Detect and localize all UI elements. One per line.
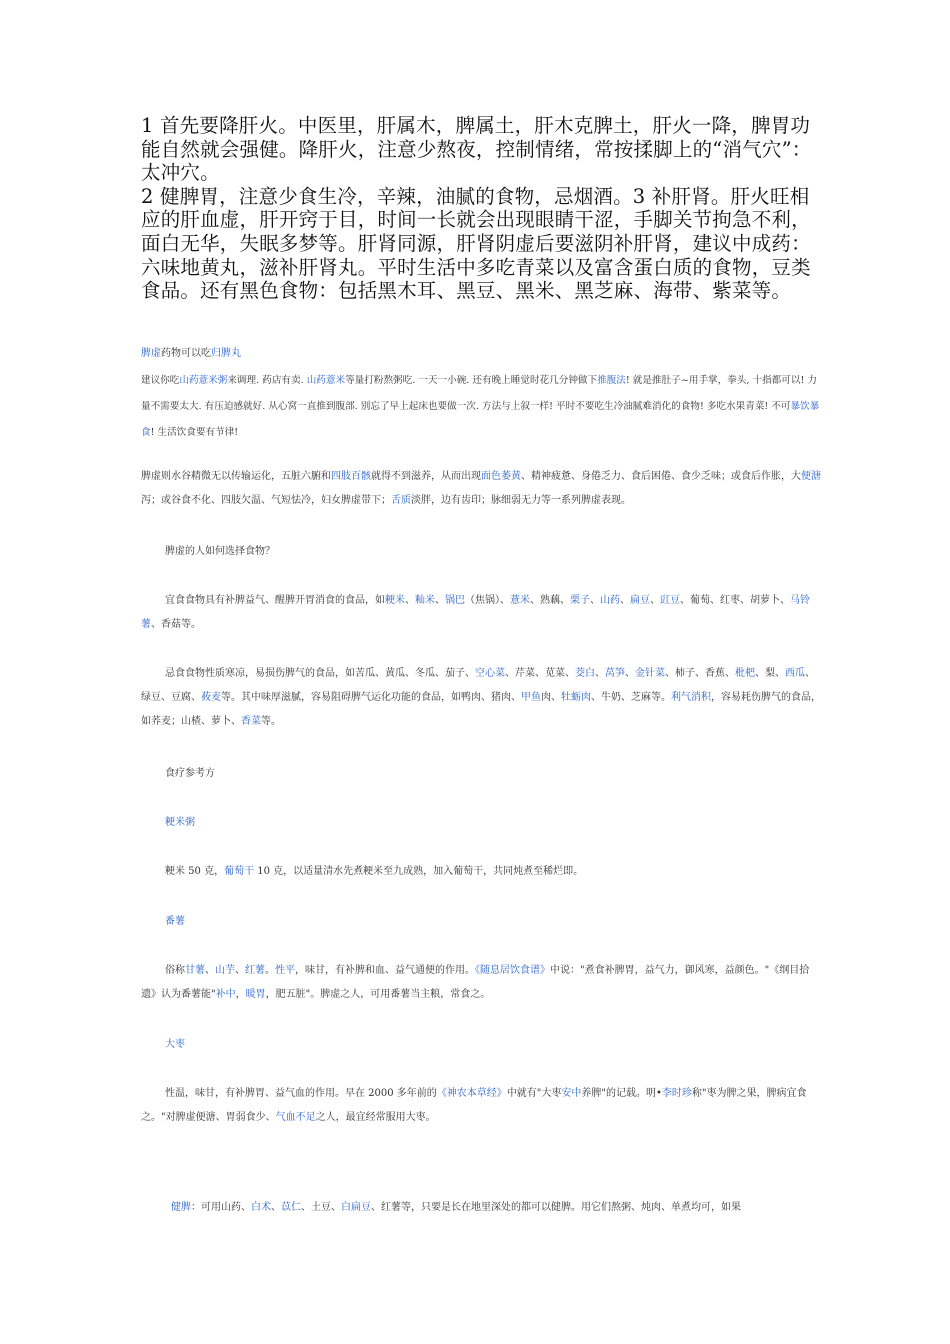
body-text: 性温，味甘，有补脾胃、益气血的作用。早在 2000 多年前的 <box>165 1088 437 1099</box>
body-text: 、 <box>595 668 605 679</box>
link-food[interactable]: 利气消积 <box>671 692 711 703</box>
body-text: ，味甘，有补脾和血、益气通便的作用。 <box>295 965 475 976</box>
link-food[interactable]: 锅巴 <box>445 595 465 606</box>
body-text: 。 <box>265 965 275 976</box>
body-text: 、绿豆、豆腐、 <box>141 668 815 703</box>
body-text: 中就有"大枣 <box>506 1088 562 1099</box>
body-text: 脾虚则水谷精微无以传输运化，五脏六腑和 <box>141 471 331 482</box>
body-text: 忌食食物性质寒凉，易损伤脾气的食品，如苦瓜、黄瓜、冬瓜、茄子、 <box>165 668 475 679</box>
body-text: 、红薯等，只要是长在地里深处的都可以健脾。用它们熬粥、炖肉、单煮均可，如果 <box>371 1202 741 1213</box>
link-tongue[interactable]: 舌质 <box>391 495 411 506</box>
link-food[interactable]: 茭白 <box>575 668 595 679</box>
body-text: 、 <box>650 595 660 606</box>
body-text: （焦锅）、 <box>465 595 510 606</box>
body-text: 养脾"的记载。明• <box>581 1088 662 1099</box>
qa-answer-text: ! 生活饮食要有节律! <box>150 427 239 438</box>
body-text: 、柿子、香蕉、 <box>665 668 735 679</box>
link-term[interactable]: 气血不足 <box>275 1112 316 1123</box>
recipe-sweet-potato-text <box>141 959 821 1007</box>
link-food[interactable]: 红薯 <box>245 965 265 976</box>
body-text: ， <box>235 989 246 1000</box>
body-text: 宜食食物具有补脾益气、醒脾开胃消食的食品，如 <box>165 595 385 606</box>
qa-question <box>141 342 821 366</box>
body-text: 肉、 <box>541 692 561 703</box>
intro-section <box>141 114 821 303</box>
body-text: 之人，最宜经常服用大枣。 <box>315 1112 436 1123</box>
link-loose-stool[interactable]: 便溏 <box>801 471 821 482</box>
body-text: 中说："煮食补脾胃，益气力，御风寒，益颜色。"《纲目拾遗》认为番薯能" <box>141 965 810 1000</box>
link-guipi-pill[interactable]: 归脾丸 <box>211 348 241 359</box>
link-food[interactable]: 莴笋 <box>605 668 625 679</box>
link-limbs[interactable]: 四肢百骸 <box>331 471 371 482</box>
body-text: 、 <box>271 1202 281 1213</box>
body-text: 、 <box>590 595 600 606</box>
body-text: 、牛奶、芝麻等。 <box>591 692 671 703</box>
recipes-title: 食疗参考方 <box>165 768 215 779</box>
link-term[interactable]: 暖胃 <box>245 989 266 1000</box>
link-food[interactable]: 莜麦 <box>201 692 221 703</box>
body-text: 淡胖，边有齿印；脉细弱无力等一系列脾虚表现。 <box>411 495 631 506</box>
qa-answer-text: 建议你吃 <box>141 375 180 386</box>
link-food[interactable]: 金针菜 <box>635 668 665 679</box>
link-food[interactable]: 空心菜 <box>475 668 505 679</box>
link-food[interactable]: 甲鱼 <box>521 692 541 703</box>
link-food[interactable]: 苡仁 <box>281 1202 301 1213</box>
link-food[interactable]: 牡蛎肉 <box>561 692 591 703</box>
body-text: 称"枣为脾之果，脾病宜食之。"对脾虚便溏、胃弱食少、 <box>141 1088 807 1123</box>
suitable-foods-paragraph <box>141 589 821 637</box>
recipe-jujube-text <box>141 1082 821 1130</box>
body-text: 、熟藕、 <box>530 595 570 606</box>
link-abdomen-push[interactable]: 推腹法 <box>597 375 626 386</box>
intro-paragraph-1: 1 首先要降肝火。中医里，肝属木，脾属土，肝木克脾土，肝火一降，脾胃功能自然就会强健。降肝火，注意少熬夜，控制情绪，常按揉脚上的“消气穴”：太冲穴。 <box>141 114 812 185</box>
link-food[interactable]: 粳米 <box>385 595 405 606</box>
link-spleen-deficiency[interactable]: 脾虚 <box>141 348 161 359</box>
link-food[interactable]: 山药 <box>600 595 620 606</box>
intro-paragraph-2: 2 健脾胃，注意少食生冷，辛辣，油腻的食物，忌烟酒。3 补肝肾。肝火旺相应的肝血虚，肝开窍于目，时间一长就会出现眼睛干涩，手脚关节拘急不利，面白无华，失眠多梦等。肝肾同源，肝肾阴虚后要滋阴补肝肾，建议中成药：六味地黄丸，滋补肝肾丸。平时生活中多吃青菜以及富含蛋白质的食物，豆类食品。还有黑色食物：包括黑木耳、黑豆、黑米、黑芝麻、海带、紫菜等。 <box>141 184 811 303</box>
link-term[interactable]: 安中 <box>561 1088 582 1099</box>
body-text: 就得不到滋养，从而出现 <box>371 471 481 482</box>
avoid-foods-paragraph <box>141 662 821 734</box>
link-person[interactable]: 李时珍 <box>661 1088 692 1099</box>
qa-question-text: 药物可以吃 <box>161 348 211 359</box>
link-food[interactable]: 栗子 <box>570 595 590 606</box>
body-text: 、 <box>625 668 635 679</box>
recipe-rice-porridge-text <box>141 860 821 884</box>
link-sallow-face[interactable]: 面色萎黄 <box>481 471 521 482</box>
link-food[interactable]: 香菜 <box>241 716 261 727</box>
food-question: 脾虚的人如何选择食物？ <box>165 546 275 557</box>
link-property[interactable]: 性平 <box>275 965 295 976</box>
link-food[interactable]: 白扁豆 <box>341 1202 371 1213</box>
link-yam-porridge[interactable]: 山药薏米粥 <box>179 375 228 386</box>
link-book[interactable]: 《神农本草经》 <box>436 1088 507 1099</box>
qa-answer-text: ! 就是推肚子~用手掌，拳头, 十指都可以! 力量不需要太大. 有压迫感就好. 从心窝一直推到腹部. 别忘了早上起床也要做一次. 方法与上叙一样! 平时不要吃生冷油腻难消化的食物! 多吃水果青菜! 不可 <box>141 375 817 412</box>
body-text: 等。其中味厚滋腻，容易阻碍脾气运化功能的食品，如鸭肉、猪肉、 <box>221 692 521 703</box>
body-text: 、芹菜、苋菜、 <box>505 668 575 679</box>
body-text: 等。 <box>261 716 281 727</box>
body-text: 俗称 <box>165 965 185 976</box>
qa-answer <box>141 368 821 446</box>
link-food[interactable]: 白术 <box>251 1202 271 1213</box>
body-text: 、 <box>205 965 215 976</box>
body-text: 、精神疲惫、身倦乏力、食后困倦、食少乏味；或食后作胀，大 <box>521 471 801 482</box>
body-text: 、 <box>435 595 445 606</box>
body-text: ，肥五脏"。脾虚之人，可用番薯当主粮，常食之。 <box>265 989 491 1000</box>
link-strengthen-spleen[interactable]: 健脾 <box>171 1202 191 1213</box>
body-text: 、葡萄、红枣、胡萝卜、 <box>680 595 790 606</box>
qa-answer-text: 等量打粉熬粥吃. 一天一小碗. 还有晚上睡觉时花几分钟做下 <box>345 375 598 386</box>
link-yam-coix[interactable]: 山药薏米 <box>306 375 346 386</box>
link-food[interactable]: 马铃薯 <box>141 595 810 630</box>
link-food[interactable]: 扁豆 <box>630 595 650 606</box>
link-food[interactable]: 西瓜 <box>785 668 805 679</box>
link-food[interactable]: 山芋 <box>215 965 235 976</box>
link-food[interactable]: 籼米 <box>415 595 435 606</box>
body-text: ：可用山药、 <box>191 1202 251 1213</box>
link-overeating[interactable]: 暴饮暴食 <box>141 401 820 438</box>
recipe-title-sweet-potato[interactable]: 番薯 <box>165 916 185 927</box>
link-food[interactable]: 枇杷 <box>735 668 755 679</box>
recipe-title-jujube[interactable]: 大枣 <box>165 1039 185 1050</box>
body-text: 、 <box>405 595 415 606</box>
body-text: 10 克，以适量清水先煮粳米至九成熟，加入葡萄干，共同炖煮至稀烂即。 <box>254 866 584 877</box>
body-text: 、土豆、 <box>301 1202 341 1213</box>
link-term[interactable]: 补中 <box>215 989 236 1000</box>
symptoms-paragraph <box>141 465 821 513</box>
qa-answer-text: 来调理. 药店有卖. <box>227 375 307 386</box>
link-food[interactable]: 甘薯 <box>185 965 205 976</box>
body-text: 泻；或谷食不化、四肢欠温、气短怯冷，妇女脾虚带下； <box>141 495 391 506</box>
link-food[interactable]: 薏米 <box>510 595 530 606</box>
body-text: 、 <box>235 965 245 976</box>
body-text: 、 <box>620 595 630 606</box>
link-raisin[interactable]: 葡萄干 <box>224 866 255 877</box>
body-text: ，容易耗伤脾气的食品，如荞麦；山楂、萝卜、 <box>141 692 821 727</box>
body-text: 、梨、 <box>755 668 785 679</box>
body-text: 、香菇等。 <box>151 619 201 630</box>
link-book[interactable]: 《随息居饮食谱》 <box>475 965 550 976</box>
body-text: 粳米 50 克， <box>165 866 225 877</box>
link-food[interactable]: 豇豆 <box>660 595 680 606</box>
recipe-title-rice-porridge[interactable]: 粳米粥 <box>165 817 195 828</box>
final-paragraph <box>141 1196 821 1220</box>
